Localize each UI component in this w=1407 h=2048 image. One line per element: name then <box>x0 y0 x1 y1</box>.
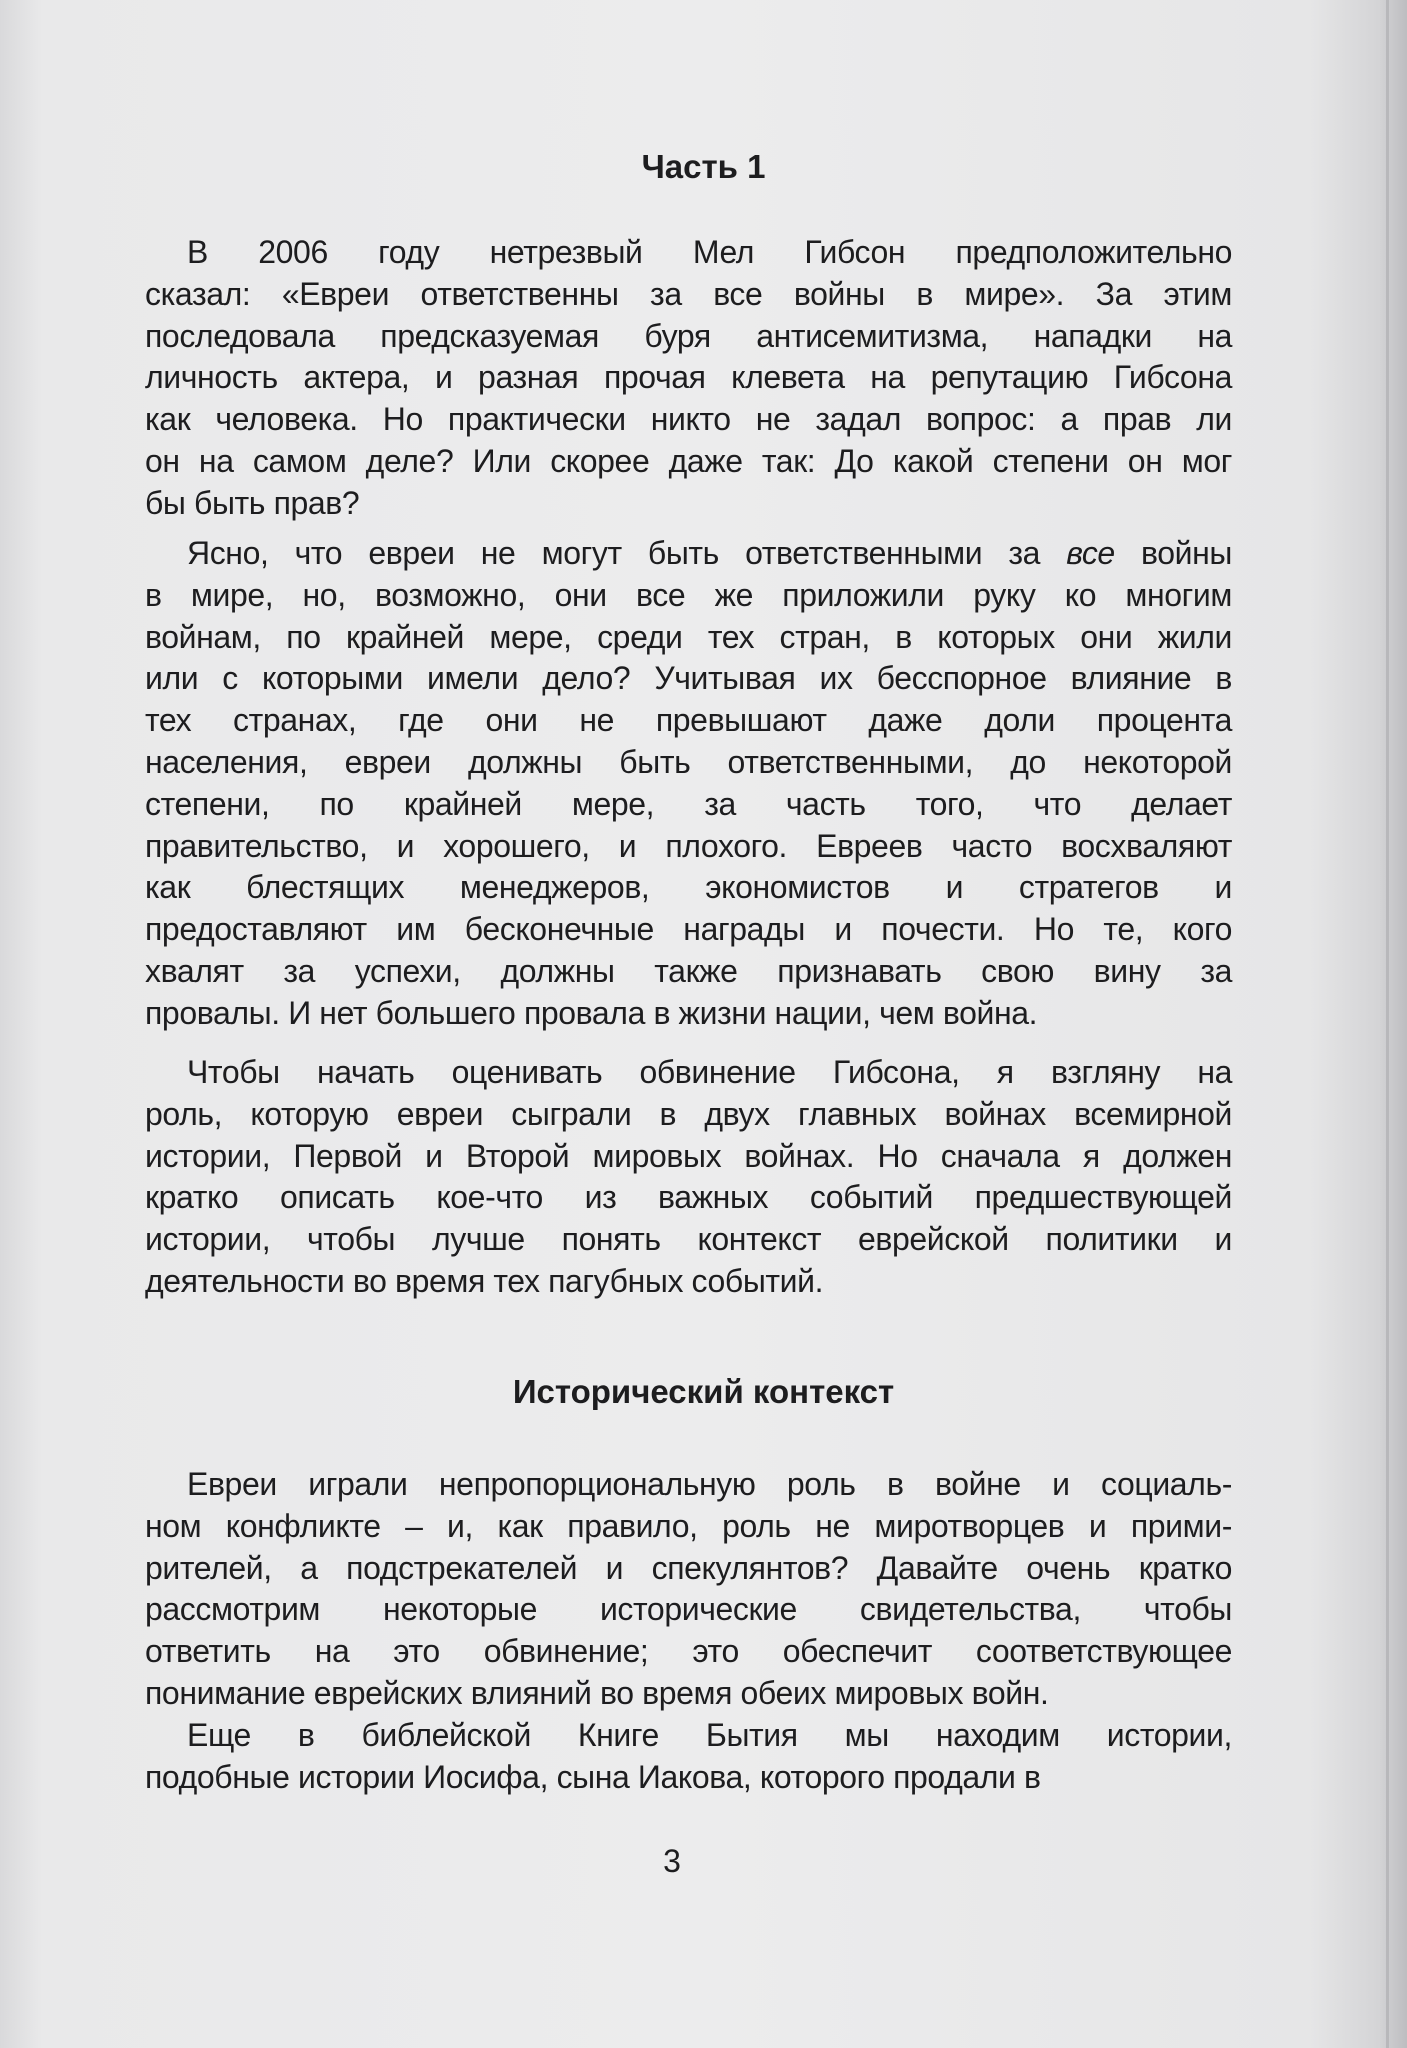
text-line: ответить на это обвинение; это обеспечит соответствующее <box>145 1633 1232 1670</box>
paragraph <box>145 1464 1232 1715</box>
page-edge <box>1386 0 1389 2048</box>
text-line: Еще в библейской Книге Бытия мы находим истории, <box>187 1717 1232 1753</box>
text-line: сказал: «Евреи ответственны за все войны в мире». За этим <box>145 275 1232 312</box>
paragraph <box>145 232 1232 525</box>
paragraph <box>145 533 1232 1035</box>
chapter-heading: Часть 1 <box>641 148 766 185</box>
text-line: войнам, по крайней мере, среди тех стран, в которых они жили <box>145 618 1232 655</box>
paragraph <box>145 1052 1232 1303</box>
section-heading: Исторический контекст <box>512 1373 895 1410</box>
text-line: истории, Первой и Второй мировых войнах. Но сначала я должен <box>145 1137 1232 1174</box>
text-line: бы быть прав? <box>145 484 360 521</box>
text-segment: Ясно, что евреи не могут быть ответственными за <box>187 535 1067 571</box>
text-line: населения, евреи должны быть ответственными, до некоторой <box>145 743 1232 780</box>
text-line: понимание еврейских влияний во время обеих мировых войн. <box>145 1674 1049 1711</box>
page-number: 3 <box>663 1843 681 1879</box>
text-line: как человека. Но практически никто не задал вопрос: а прав ли <box>145 401 1232 438</box>
text-line: кратко описать кое-что из важных событий предшествующей <box>145 1179 1232 1216</box>
text-line: рителей, а подстрекателей и спекулянтов? Давайте очень кратко <box>145 1549 1232 1586</box>
text-line: деятельности во время тех пагубных событий. <box>145 1262 824 1299</box>
text-segment: войны <box>1114 535 1232 571</box>
text-line: Чтобы начать оценивать обвинение Гибсона, я взгляну на <box>187 1054 1232 1090</box>
text-line: Евреи играли непропорциональную роль в войне и социаль- <box>187 1466 1232 1502</box>
text-line: предоставляют им бесконечные награды и почести. Но те, кого <box>145 911 1232 948</box>
text-line: личность актера, и разная прочая клевета на репутацию Гибсона <box>145 359 1232 396</box>
text-line: правительство, и хорошего, и плохого. Евреев часто восхваляют <box>145 827 1232 864</box>
text-line: подобные истории Иосифа, сына Иакова, которого продали в <box>145 1758 1041 1795</box>
text-line: или с которыми имели дело? Учитывая их бесспорное влияние в <box>145 660 1232 697</box>
text-line: он на самом деле? Или скорее даже так: До какой степени он мог <box>145 442 1232 479</box>
text-line: степени, по крайней мере, за часть того, что делает <box>145 785 1232 822</box>
text-line: роль, которую евреи сыграли в двух главных войнах всемирной <box>145 1095 1232 1132</box>
text-line <box>145 533 1232 575</box>
text-line: последовала предсказуемая буря антисемитизма, нападки на <box>145 317 1232 354</box>
emphasis-text: все <box>1066 535 1115 571</box>
text-line: в мире, но, возможно, они все же приложили руку ко многим <box>145 576 1232 613</box>
text-line: В 2006 году нетрезвый Мел Гибсон предположительно <box>187 234 1232 270</box>
text-line: тех странах, где они не превышают даже доли процента <box>145 702 1232 739</box>
text-line: ном конфликте – и, как правило, роль не миротворцев и прими- <box>145 1507 1232 1544</box>
text-line: провалы. И нет большего провала в жизни нации, чем война. <box>145 994 1038 1031</box>
text-line: рассмотрим некоторые исторические свидетельства, чтобы <box>145 1591 1232 1628</box>
text-line: как блестящих менеджеров, экономистов и стратегов и <box>145 869 1232 906</box>
text-line: истории, чтобы лучше понять контекст еврейской политики и <box>145 1221 1232 1258</box>
paragraph <box>145 1715 1232 1799</box>
text-line: хвалят за успехи, должны также признавать свою вину за <box>145 952 1232 989</box>
